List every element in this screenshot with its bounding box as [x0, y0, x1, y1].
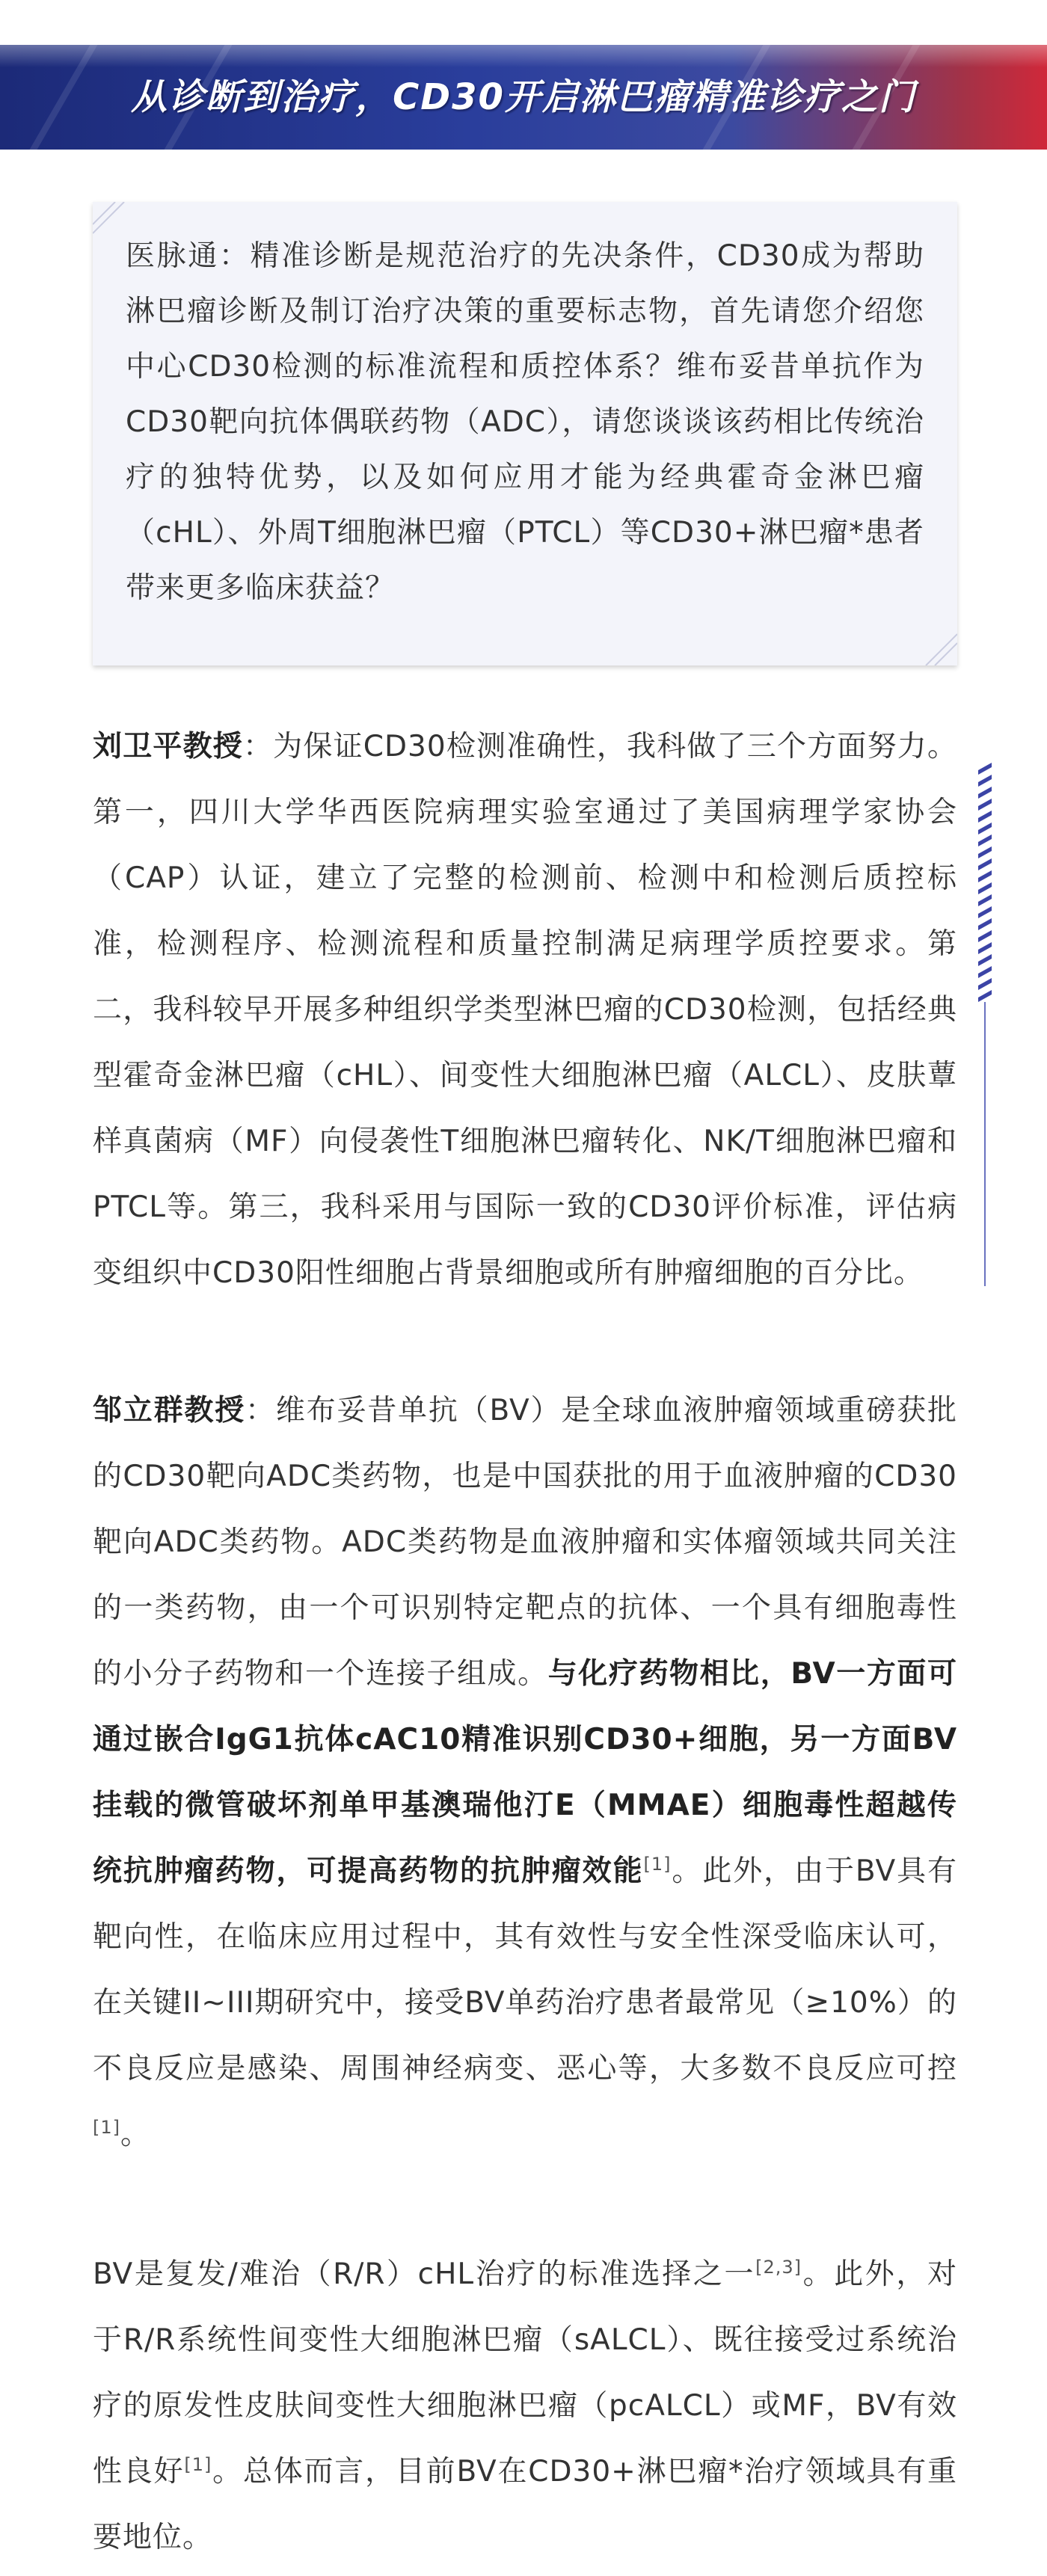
- highlighted-text: 与化疗药物相比，BV一方面可通过嵌合IgG1抗体cAC10精准识别CD30+细胞，另一方面BV挂载的微管破坏剂单甲基澳瑞他汀E（MMAE）细胞毒性超越传统抗肿瘤药物，可提高药物的抗肿瘤效能: [93, 1657, 957, 1888]
- page-title: 从诊断到治疗，CD30开启淋巴瘤精准诊疗之门: [131, 76, 916, 118]
- answer-text: 。此外，对于R/R系统性间变性大细胞淋巴瘤（sALCL）、既往接受过系统治疗的原发性皮肤间变性大细胞淋巴瘤（pcALCL）或MF，BV有效性良好: [93, 2257, 957, 2489]
- reference-marker: [2,3]: [755, 2257, 802, 2278]
- question-box: [93, 202, 957, 665]
- answer-text: 。总体而言，目前BV在CD30+淋巴瘤*治疗领域具有重要地位。: [93, 2455, 957, 2554]
- answer-text: ：为保证CD30检测准确性，我科做了三个方面努力。第一，四川大学华西医院病理实验室通过了美国病理学家协会（CAP）认证，建立了完整的检测前、检测中和检测后质控标准，检测程序、检测流程和质量控制满足病理学质控要求。第二，我科较早开展多种组织学类型淋巴瘤的CD30检测，包括经典型霍奇金淋巴瘤（cHL）、间变性大细胞淋巴瘤（ALCL）、皮肤蕈样真菌病（MF）向侵袭性T细胞淋巴瘤转化、NK/T细胞淋巴瘤和PTCL等。第三，我科采用与国际一致的CD30评价标准，评估病变组织中CD30阳性细胞占背景细胞或所有肿瘤细胞的百分比。: [93, 730, 957, 1290]
- speaker-name: 邹立群教授: [93, 1394, 246, 1427]
- answer-paragraph-liu: [93, 714, 957, 1306]
- speaker-name: 刘卫平教授: [93, 730, 243, 763]
- reference-marker: [1]: [93, 2117, 120, 2138]
- answer-text: BV是复发/难治（R/R）cHL治疗的标准选择之一: [93, 2257, 756, 2291]
- answer-text: 。: [120, 2118, 151, 2151]
- question-text: 医脉通：精准诊断是规范治疗的先决条件，CD30成为帮助淋巴瘤诊断及制订治疗决策的重要标志物，首先请您介绍您中心CD30检测的标准流程和质控体系？维布妥昔单抗作为CD30靶向抗体偶联药物（ADC），请您谈谈该药相比传统治疗的独特优势，以及如何应用才能为经典霍奇金淋巴瘤（cHL）、外周T细胞淋巴瘤（PTCL）等CD30+淋巴瘤*患者带来更多临床获益？: [126, 239, 924, 605]
- side-decor-stripe: [978, 763, 992, 1286]
- answer-text: ：维布妥昔单抗（BV）是全球血液肿瘤领域重磅获批的CD30靶向ADC类药物，也是中国获批的用于血液肿瘤的CD30靶向ADC类药物。ADC类药物是血液肿瘤和实体瘤领域共同关注的一类药物，由一个可识别特定靶点的抗体、一个具有细胞毒性的小分子药物和一个连接子组成。: [93, 1394, 957, 1691]
- reference-marker: [1]: [184, 2454, 212, 2475]
- answer-paragraph-zou: [93, 1378, 957, 2168]
- answer-paragraph-bv: [93, 2242, 957, 2571]
- reference-marker: [1]: [643, 1854, 672, 1875]
- header-banner: [0, 0, 1047, 179]
- banner-top-fade: [0, 0, 1047, 67]
- answer-text: 。此外，由于BV具有靶向性，在临床应用过程中，其有效性与安全性深受临床认可，在关键II~III期研究中，接受BV单药治疗患者最常见（≥10%）的不良反应是感染、周围神经病变、恶心等，大多数不良反应可控: [93, 1854, 957, 2085]
